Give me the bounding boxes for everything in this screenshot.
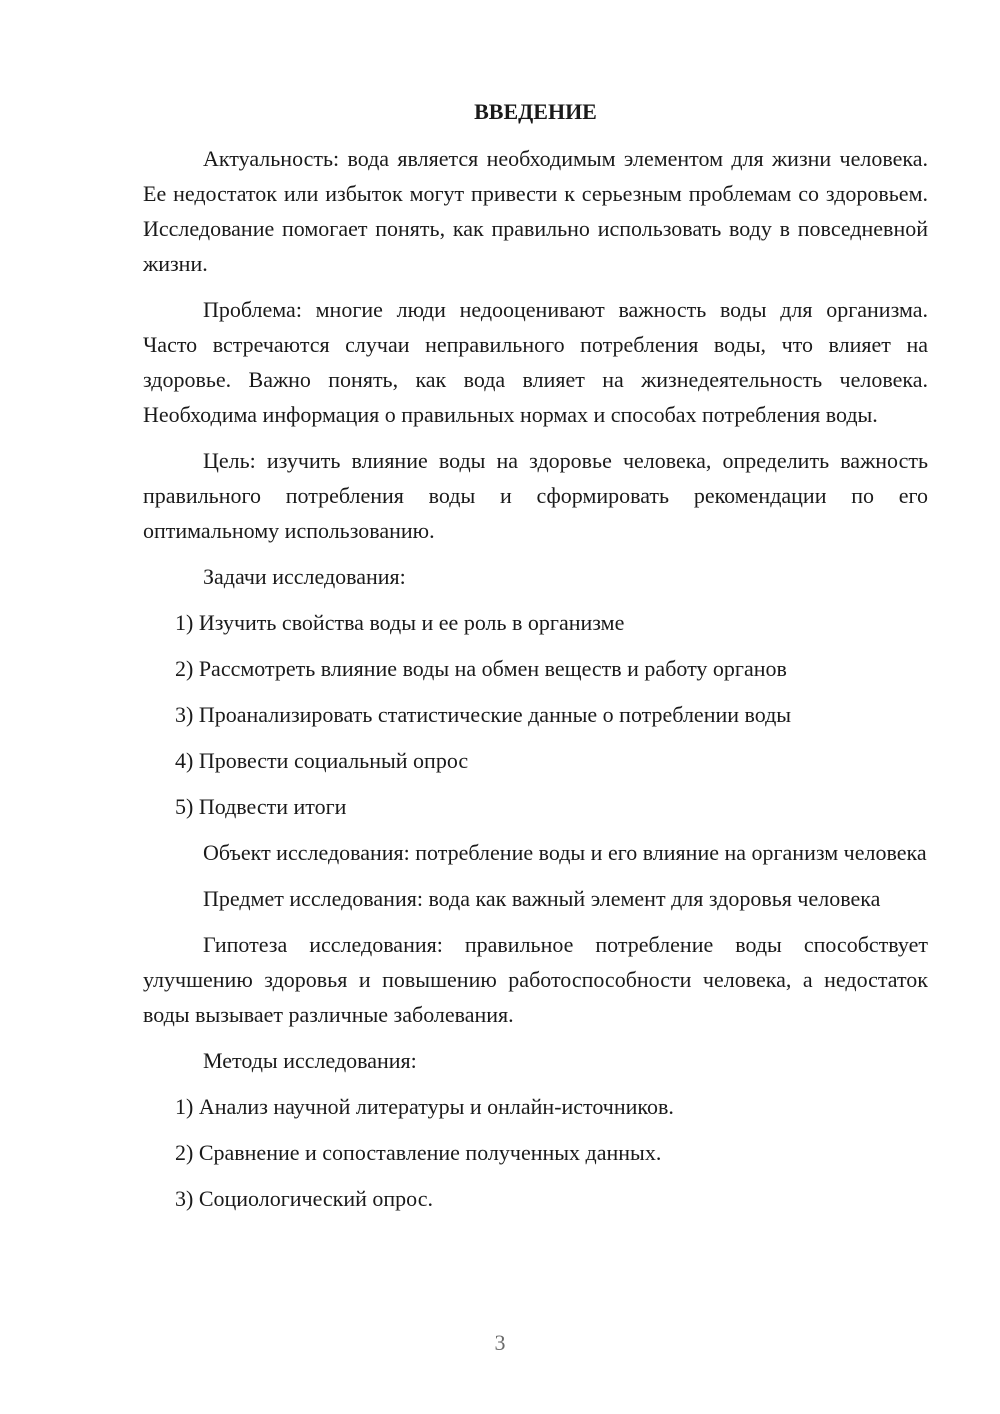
task-item: 2) Рассмотреть влияние воды на обмен веществ и работу органов xyxy=(175,656,787,681)
subject-paragraph: Предмет исследования: вода как важный элемент для здоровья человека xyxy=(203,886,881,911)
methods-list xyxy=(143,1089,928,1216)
method-item: 1) Анализ научной литературы и онлайн-источников. xyxy=(175,1094,674,1119)
method-item: 3) Социологический опрос. xyxy=(175,1186,433,1211)
task-item: 1) Изучить свойства воды и ее роль в организме xyxy=(175,610,625,635)
page-content xyxy=(143,94,928,1227)
tasks-heading: Задачи исследования: xyxy=(203,564,406,589)
relevance-paragraph: Актуальность: вода является необходимым элементом для жизни человека. Ее недостаток или избыток могут привести к серьезным проблемам со здоровьем. Исследование помогает понять, как правильно использовать воду в повседневной жизни. xyxy=(143,146,928,276)
task-item: 3) Проанализировать статистические данные о потреблении воды xyxy=(175,702,792,727)
task-item: 4) Провести социальный опрос xyxy=(175,748,469,773)
method-item: 2) Сравнение и сопоставление полученных данных. xyxy=(175,1140,662,1165)
goal-paragraph: Цель: изучить влияние воды на здоровье человека, определить важность правильного потребления воды и сформировать рекомендации по его оптимальному использованию. xyxy=(143,448,928,543)
task-item: 5) Подвести итоги xyxy=(175,794,347,819)
page-number: 3 xyxy=(494,1330,506,1355)
methods-heading: Методы исследования: xyxy=(203,1048,417,1073)
tasks-list xyxy=(143,605,928,824)
hypothesis-paragraph: Гипотеза исследования: правильное потребление воды способствует улучшению здоровья и повышению работоспособности человека, а недостаток воды вызывает различные заболевания. xyxy=(143,932,928,1027)
problem-paragraph: Проблема: многие люди недооценивают важность воды для организма. Часто встречаются случаи неправильного потребления воды, что влияет на здоровье. Важно понять, как вода влияет на жизнедеятельность человека. Необходима информация о правильных нормах и способах потребления воды. xyxy=(143,297,928,427)
page-title: ВВЕДЕНИЕ xyxy=(474,99,597,124)
object-paragraph: Объект исследования: потребление воды и его влияние на организм человека xyxy=(203,840,927,865)
